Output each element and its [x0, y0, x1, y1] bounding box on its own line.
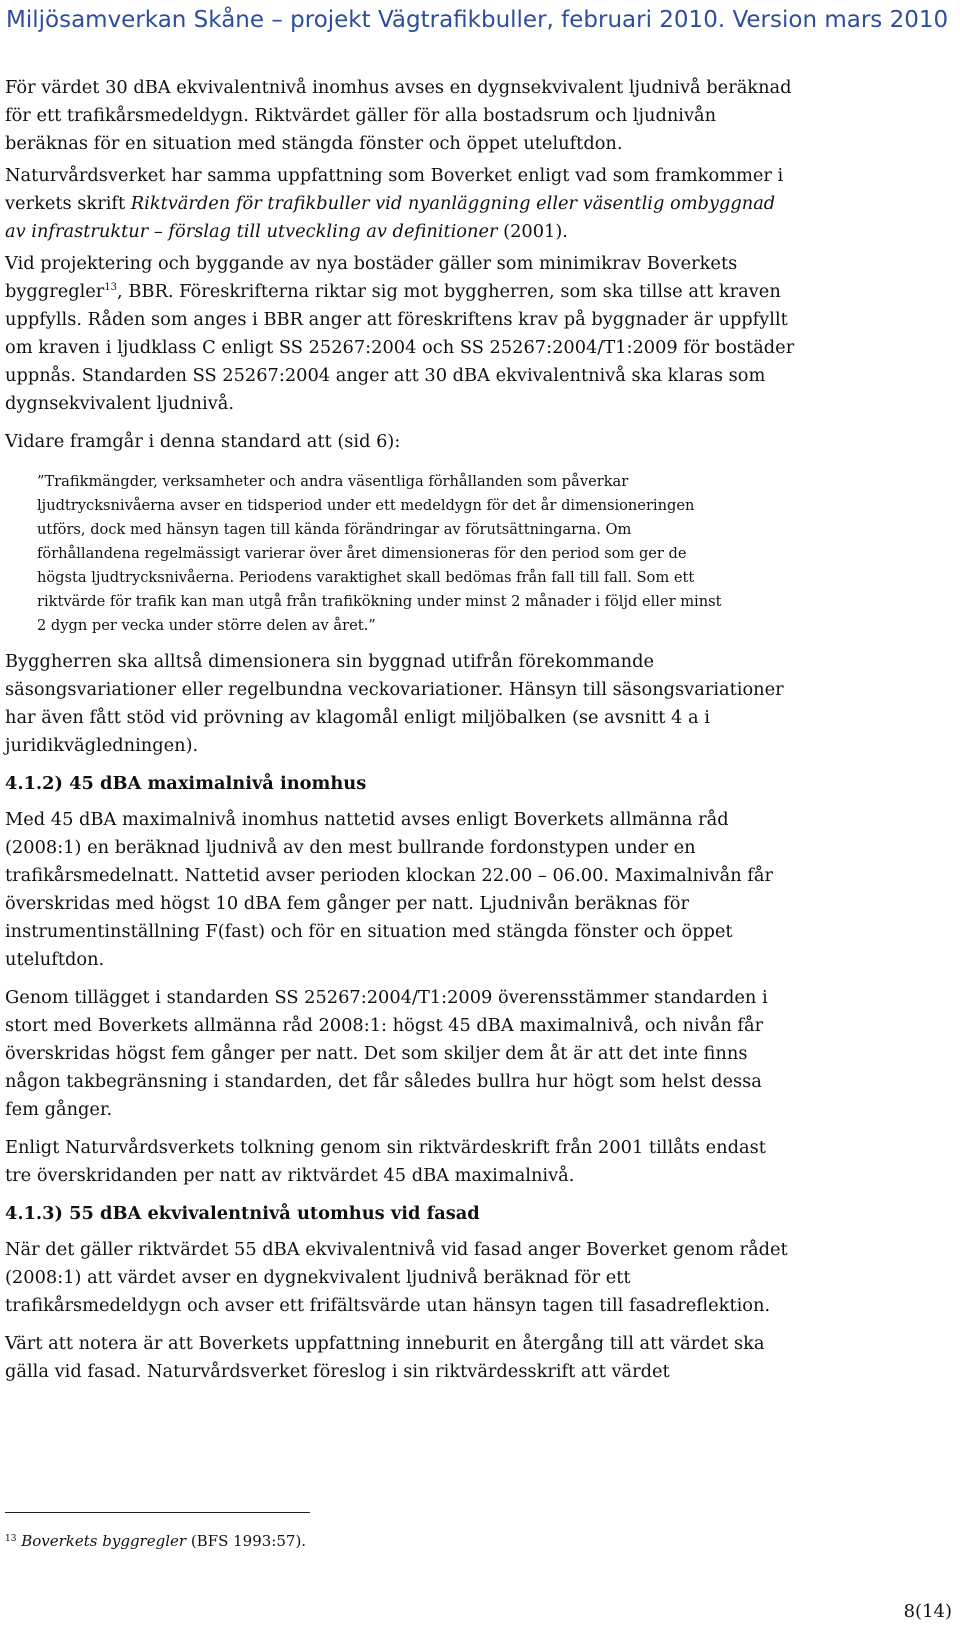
header-title: Miljösamverkan Skåne – projekt Vägtrafikbuller, februari 2010. Version mars 2010: [6, 7, 949, 33]
document-header: [0, 0, 960, 40]
footnote-text: (BFS 1993:57).: [186, 1532, 307, 1550]
paragraph: För värdet 30 dBA ekvivalentnivå inomhus avses en dygnsekvivalent ljudnivå beräknad för ett trafikårsmedeldygn. Riktvärdet gäller för alla bostadsrum och ljudnivån beräknas för en situation med stängda fönster och öppet uteluftdon.: [5, 77, 792, 154]
paragraph: [5, 162, 795, 246]
paragraph-text: Vid projektering och byggande av nya bostäder gäller som minimikrav Boverkets byggregler: [5, 253, 738, 302]
paragraph: Enligt Naturvårdsverkets tolkning genom sin riktvärdeskrift från 2001 tillåts endast tre överskridanden per natt av riktvärdet 45 dBA maximalnivå.: [5, 1137, 766, 1186]
paragraph: Med 45 dBA maximalnivå inomhus nattetid avses enligt Boverkets allmänna råd (2008:1) en beräknad ljudnivå av den mest bullrande fordonstypen under en trafikårsmedelnatt. Nattetid avser perioden klockan 22.00 – 06.00. Maximalnivån får överskridas med högst 10 dBA fem gånger per natt. Ljudnivån beräknas för instrumentinställning F(fast) och för en situation med stängda fönster och öppet uteluftdon.: [5, 809, 773, 970]
footnote: [5, 1530, 805, 1552]
block-quote: ”Trafikmängder, verksamheter och andra väsentliga förhållanden som påverkar ljudtrycksnivåerna avser en tidsperiod under ett medeldygn för det år dimensioneringen utförs, dock med hänsyn tagen till kända förändringar av förutsättningarna. Om förhållandena regelmässigt varierar över året dimensioneras för den period som ger de högsta ljudtrycksnivåerna. Periodens varaktighet skall bedömas från fall till fall. Som ett riktvärde för trafik kan man utgå från trafikökning under minst 2 månader i följd eller minst 2 dygn per vecka under större delen av året.”: [37, 473, 722, 634]
paragraph: Värt att notera är att Boverkets uppfattning inneburit en återgång till att värdet ska gälla vid fasad. Naturvårdsverket föreslog i sin riktvärdesskrift att värdet: [5, 1333, 765, 1382]
footnote-title: Boverkets byggregler: [21, 1532, 187, 1550]
publication-title: Riktvärden för trafikbuller vid nyanläggning eller väsentlig ombyggnad av infrastruktur – förslag till utveckling av definitioner: [5, 193, 776, 242]
footnote-number: 13: [5, 1534, 17, 1544]
paragraph-text: (2001).: [497, 221, 568, 242]
paragraph: När det gäller riktvärdet 55 dBA ekvivalentnivå vid fasad anger Boverket genom rådet (2008:1) att värdet avser en dygnekvivalent ljudnivå beräknad för ett trafikårsmedeldygn och avser ett frifältsvärde utan hänsyn tagen till fasadreflektion.: [5, 1239, 788, 1316]
paragraph-text: Naturvårdsverket har samma uppfattning som Boverket enligt vad som framkommer i verkets skrift: [5, 165, 784, 214]
paragraph: Genom tillägget i standarden SS 25267:2004/T1:2009 överensstämmer standarden i stort med Boverkets allmänna råd 2008:1: högst 45 dBA maximalnivå, och nivån får överskridas högst fem gånger per natt. Det som skiljer dem åt är att det inte finns någon takbegränsning i standarden, det får således bullra hur högt som helst dessa fem gånger.: [5, 987, 768, 1120]
section-heading: 4.1.3) 55 dBA ekvivalentnivå utomhus vid fasad: [5, 1203, 480, 1224]
document-body: [5, 74, 795, 1396]
page-number: 8(14): [903, 1601, 952, 1622]
paragraph: Vidare framgår i denna standard att (sid 6):: [5, 431, 401, 452]
paragraph: [5, 250, 795, 418]
footnote-divider: [5, 1512, 310, 1513]
paragraph: Byggherren ska alltså dimensionera sin byggnad utifrån förekommande säsongsvariationer eller regelbundna veckovariationer. Hänsyn till säsongsvariationer har även fått stöd vid prövning av klagomål enligt miljöbalken (se avsnitt 4 a i juridikvägledningen).: [5, 651, 784, 756]
section-heading: 4.1.2) 45 dBA maximalnivå inomhus: [5, 773, 367, 794]
paragraph-text: , BBR. Föreskrifterna riktar sig mot byggherren, som ska tillse att kraven uppfylls. Råden som anges i BBR anger att föreskriftens krav på byggnader är uppfyllt om kraven i ljudklass C enligt SS 25267:2004 och SS 25267:2004/T1:2009 för bostäder uppnås. Standarden SS 25267:2004 anger att 30 dBA ekvivalentnivå ska klaras som dygnsekvivalent ljudnivå.: [5, 281, 795, 414]
footnote-reference[interactable]: 13: [104, 282, 118, 293]
